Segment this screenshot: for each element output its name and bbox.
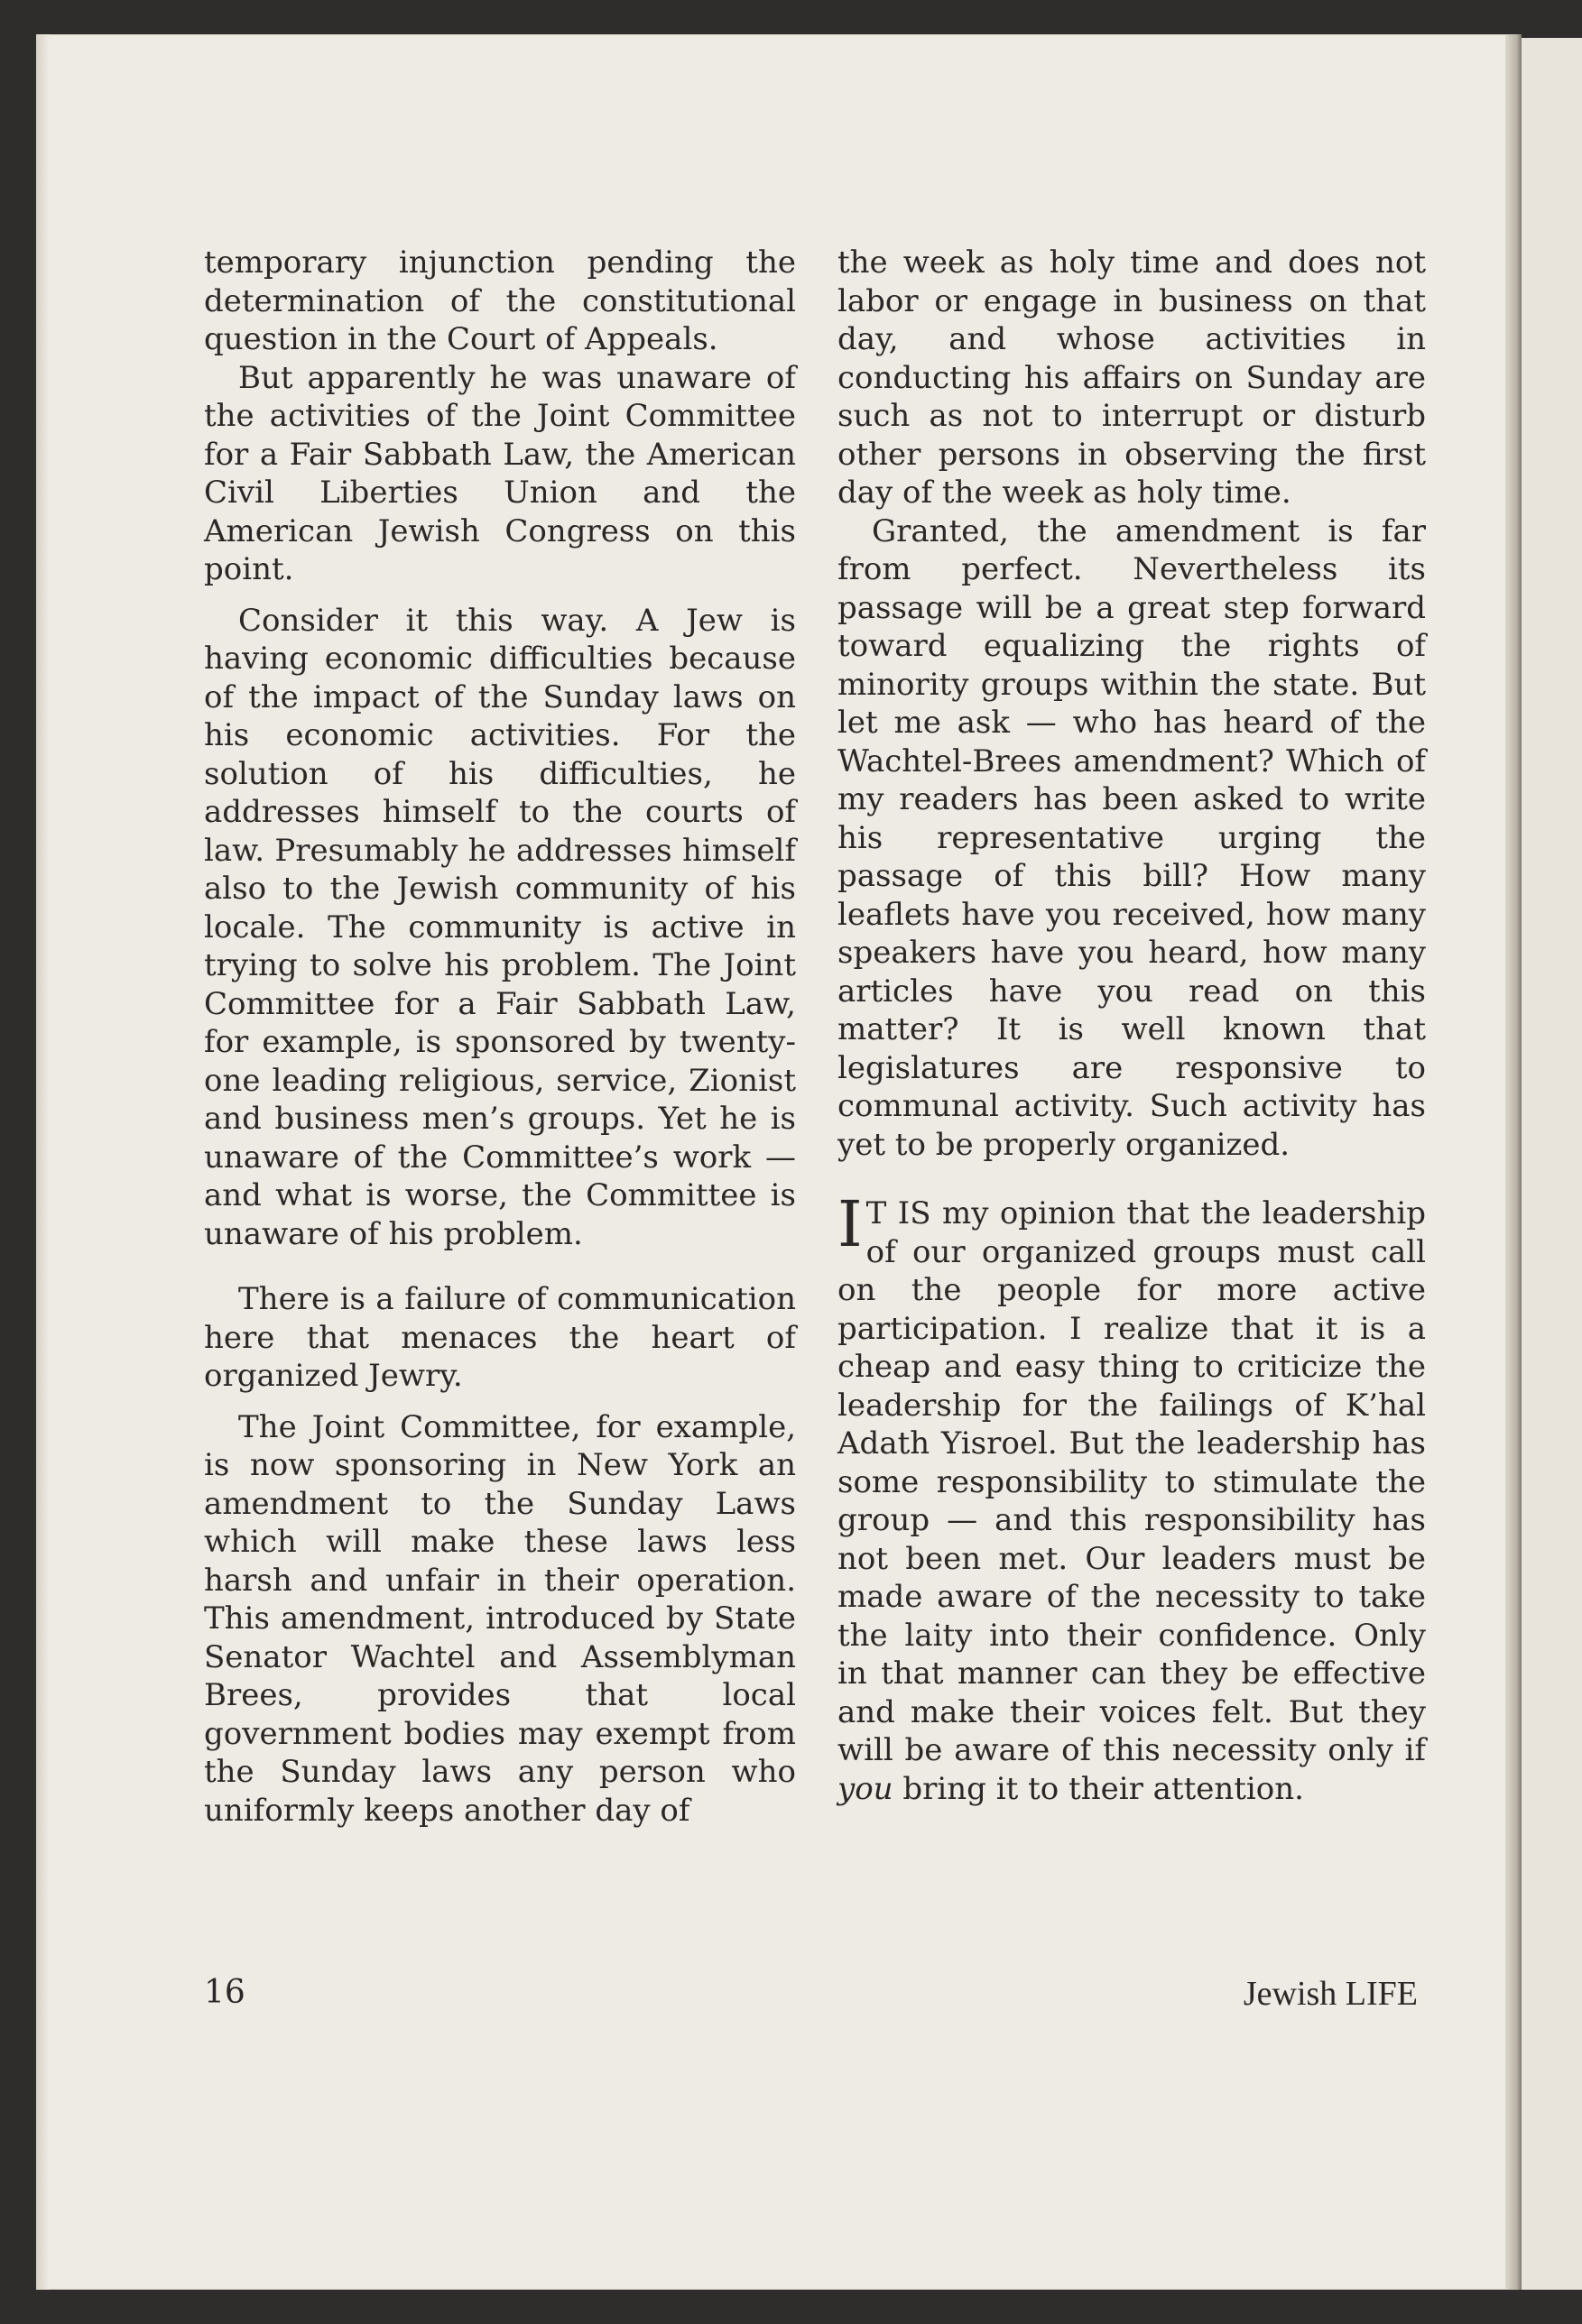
dropcap-paragraph [837, 1187, 1426, 1808]
paragraph: The Joint Committee, for example, is now sponsoring in New York an amendment to the Sunday Laws which will make these laws less harsh and unfair in their operation. This amendment, introduced by State Senator Wachtel and Assemblyman Brees, provides that local government bodies may exempt from the Sunday laws any person who uniformly keeps another day of [204, 1408, 796, 1829]
paragraph: Granted, the amendment is far from perfect. Nevertheless its passage will be a great step forward toward equalizing the rights of minority groups within the state. But let me ask — who has heard of the Wachtel-Brees amendment? Which of my readers has been asked to write his representative urging the passage of this bill? How many leaflets have you received, how many speakers have you heard, how many articles have you read on this matter? It is well known that legislatures are responsive to communal activity. Such activity has yet to be properly organized. [837, 512, 1426, 1163]
page-number: 16 [204, 1974, 245, 2011]
paragraph-end: bring it to their attention. [902, 1770, 1304, 1807]
paragraph-body: T IS my opinion that the leadership of our organized groups must call on the people for more active participation. I realize that it is a cheap and easy thing to criticize the leadership for the failings of K’hal Adath Yisroel. But the leadership has some responsibility to stimulate the group — and this responsibility has not been met. Our leaders must be made aware of the necessity to take the laity into their confidence. Only in that manner can they be effective and make their voices felt. But they will be aware of this necessity only if [837, 1195, 1426, 1768]
paragraph: temporary injunction pending the determination of the constitutional question in the Court of Appeals. [204, 244, 796, 357]
drop-cap: I [837, 1187, 863, 1261]
page-edge-shadow [36, 34, 49, 2290]
paragraph: Consider it this way. A Jew is having economic difficulties because of the impact of the Sunday laws on his economic activities. For the solution of his difficulties, he addresses himself to the courts of law. Presumably he addresses himself also to the Jewish community of his locale. The community is active in trying to solve his problem. The Joint Committee for a Fair Sabbath Law, for example, is sponsored by twenty-one leading religious, service, Zionist and business men’s groups. Yet he is unaware of the Committee’s work — and what is worse, the Committee is unaware of his problem. [204, 602, 796, 1252]
paragraph: the week as holy time and does not labor or engage in business on that day, and whose activities in conducting his affairs on Sunday are such as not to interrupt or disturb other persons in observing the first day of the week as holy time. [837, 244, 1426, 511]
paragraph: There is a failure of communication here that menaces the heart of organized Jewry. [204, 1281, 796, 1394]
running-footer-title: Jewish LIFE [1243, 1975, 1418, 2013]
binding-gutter [1505, 34, 1522, 2290]
adjacent-page-edge [1522, 38, 1582, 2290]
paragraph: But apparently he was unaware of the activities of the Joint Committee for a Fair Sabbath Law, the American Civil Liberties Union and the American Jewish Congress on this point. [204, 359, 796, 587]
left-column [204, 244, 796, 1830]
emphasis: you [837, 1770, 893, 1807]
right-column [837, 244, 1426, 1808]
